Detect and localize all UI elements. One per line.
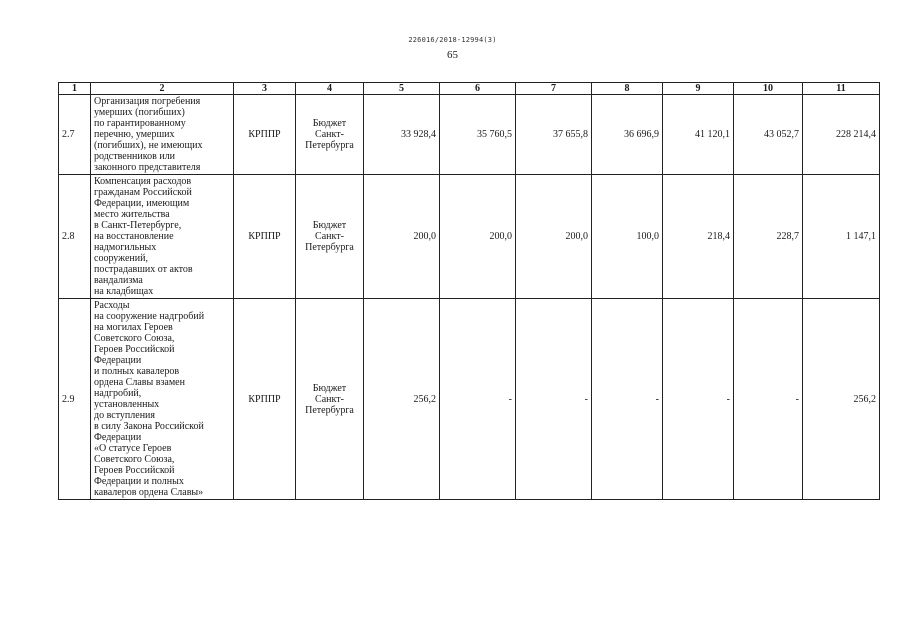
column-header: 3: [234, 83, 296, 95]
page-number: 65: [447, 49, 458, 61]
item-name-line: Компенсация расходов: [94, 176, 192, 187]
item-name-line: Советского Союза,: [94, 454, 175, 465]
column-header: 8: [592, 83, 663, 95]
table-row: [59, 95, 880, 175]
budget-table: [58, 82, 880, 500]
value-cell: 37 655,8: [516, 95, 592, 175]
item-name-line: на могилах Героев: [94, 322, 173, 333]
coordinator-cell: КРППР: [234, 95, 296, 175]
funding-source-line: Санкт-: [315, 231, 344, 242]
row-id-cell: 2.7: [59, 95, 91, 175]
value-cell: 100,0: [592, 175, 663, 299]
document-id: 226016/2018-12994(3): [408, 36, 497, 44]
item-name-line: надмогильных: [94, 242, 157, 253]
item-name-line: умерших (погибших): [94, 107, 185, 118]
value-cell: 256,2: [364, 299, 440, 500]
item-name-line: сооружений,: [94, 253, 148, 264]
item-name-cell: [91, 95, 234, 175]
item-name-line: на сооружение надгробий: [94, 311, 205, 322]
value-cell: 33 928,4: [364, 95, 440, 175]
item-name-line: надгробий,: [94, 388, 142, 399]
item-name-line: перечню, умерших: [94, 129, 175, 140]
column-header: 2: [91, 83, 234, 95]
funding-source-line: Петербурга: [305, 404, 354, 416]
item-name-line: (погибших), не имеющих: [94, 140, 203, 151]
item-name-line: пострадавших от актов: [94, 264, 193, 275]
item-name-line: на кладбищах: [94, 286, 154, 297]
item-name-line: Федерации, имеющим: [94, 198, 190, 209]
value-cell: 218,4: [663, 175, 734, 299]
item-name-line: Героев Российской: [94, 344, 175, 355]
item-name-line: установленных: [94, 399, 160, 410]
funding-source-line: Петербурга: [305, 242, 354, 253]
column-header: 5: [364, 83, 440, 95]
column-header: 10: [734, 83, 803, 95]
value-cell: 200,0: [516, 175, 592, 299]
value-cell: 1 147,1: [803, 175, 880, 299]
row-id-cell: 2.8: [59, 175, 91, 299]
item-name-line: в Санкт-Петербурге,: [94, 220, 182, 231]
value-cell: 36 696,9: [592, 95, 663, 175]
column-header: 1: [59, 83, 91, 95]
column-header: 9: [663, 83, 734, 95]
item-name-line: в силу Закона Российской: [94, 421, 204, 432]
funding-source-line: Санкт-: [315, 129, 344, 140]
value-cell: 228 214,4: [803, 95, 880, 175]
item-name-line: вандализма: [94, 275, 143, 286]
item-name-line: Федерации: [94, 355, 142, 366]
item-name-line: ордена Славы взамен: [94, 377, 185, 388]
table-row: [59, 299, 880, 500]
funding-source-cell: [296, 95, 364, 175]
value-cell: 43 052,7: [734, 95, 803, 175]
value-cell: 228,7: [734, 175, 803, 299]
coordinator-cell: КРППР: [234, 175, 296, 299]
row-id-cell: 2.9: [59, 299, 91, 500]
item-name-line: Героев Российской: [94, 465, 175, 476]
item-name-line: родственников или: [94, 151, 176, 162]
coordinator-cell: КРППР: [234, 299, 296, 500]
item-name-line: кавалеров ордена Славы»: [94, 487, 204, 498]
funding-source-line: Петербурга: [305, 140, 354, 151]
value-cell: -: [663, 299, 734, 500]
column-header: 4: [296, 83, 364, 95]
item-name-line: «О статусе Героев: [94, 443, 172, 454]
column-header: 11: [803, 83, 880, 95]
item-name-line: и полных кавалеров: [94, 366, 180, 377]
item-name-line: гражданам Российской: [94, 187, 192, 198]
item-name-cell: [91, 175, 234, 299]
value-cell: 35 760,5: [440, 95, 516, 175]
item-name-line: Советского Союза,: [94, 333, 175, 344]
item-name-line: до вступления: [94, 410, 156, 421]
value-cell: 200,0: [364, 175, 440, 299]
funding-source-line: Бюджет: [312, 382, 347, 394]
value-cell: -: [516, 299, 592, 500]
value-cell: -: [734, 299, 803, 500]
funding-source-cell: [296, 175, 364, 299]
item-name-line: Расходы: [94, 300, 130, 311]
item-name-line: Федерации и полных: [94, 476, 184, 487]
item-name-cell: [91, 299, 234, 500]
value-cell: -: [592, 299, 663, 500]
funding-source-cell: [296, 299, 364, 500]
item-name-line: по гарантированному: [94, 118, 186, 129]
value-cell: 256,2: [803, 299, 880, 500]
value-cell: 41 120,1: [663, 95, 734, 175]
item-name-line: на восстановление: [94, 231, 174, 242]
funding-source-line: Бюджет: [312, 220, 347, 231]
funding-source-line: Санкт-: [315, 393, 344, 405]
table-row: [59, 175, 880, 299]
item-name-line: Организация погребения: [94, 96, 201, 107]
item-name-line: место жительства: [94, 209, 170, 220]
item-name-line: законного представителя: [94, 162, 201, 173]
header-row: [59, 83, 880, 95]
funding-source-line: Бюджет: [312, 118, 347, 129]
column-header: 7: [516, 83, 592, 95]
item-name-line: Федерации: [94, 432, 142, 443]
column-header: 6: [440, 83, 516, 95]
value-cell: -: [440, 299, 516, 500]
value-cell: 200,0: [440, 175, 516, 299]
